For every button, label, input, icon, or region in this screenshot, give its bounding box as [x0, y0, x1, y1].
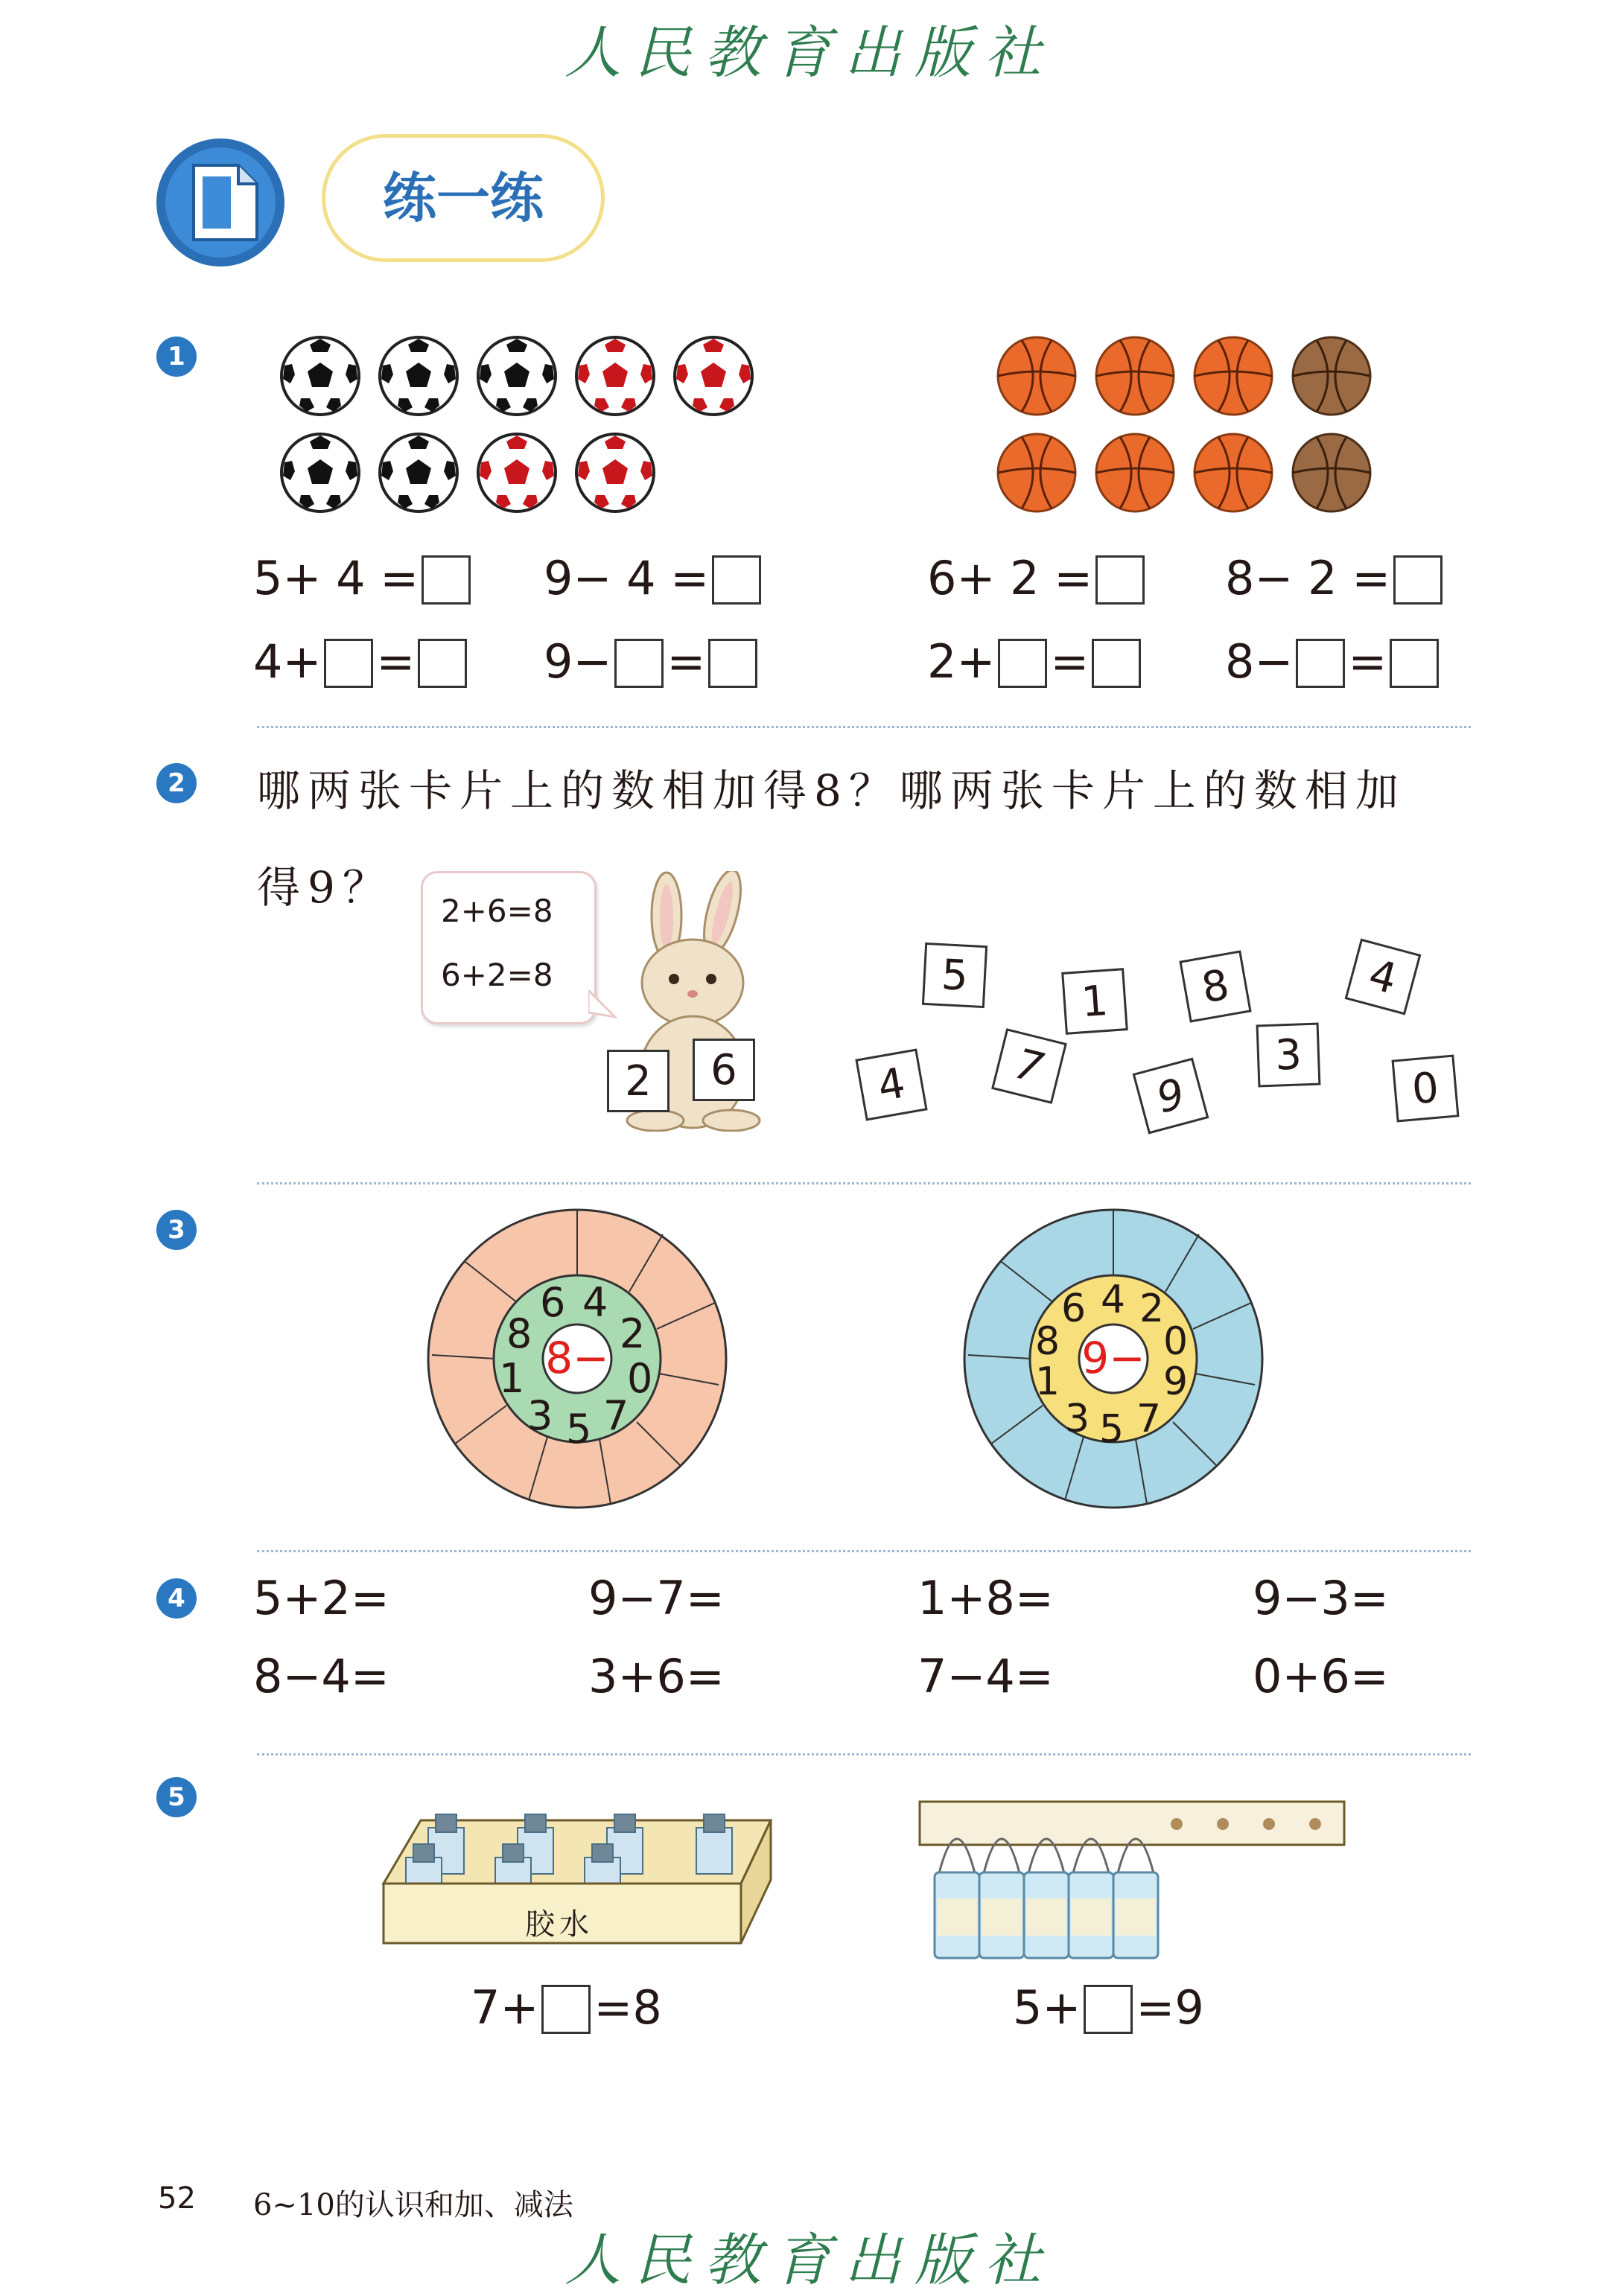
- publisher-header: 人民教育出版社: [564, 19, 1055, 86]
- answer-box[interactable]: [541, 1985, 591, 2034]
- divider: [257, 1753, 1471, 1756]
- document-icon: [156, 135, 290, 270]
- number-card[interactable]: 5: [922, 943, 987, 1008]
- subtraction-wheel-8: [424, 1206, 730, 1511]
- question-2-number: 2: [156, 763, 197, 803]
- wheel-number: 1: [1035, 1359, 1060, 1404]
- wheel-number: 6: [1061, 1286, 1087, 1331]
- q1-equation-6: 8− 2 =: [1225, 551, 1445, 605]
- q4-equation: 3+6=: [588, 1649, 725, 1703]
- bubble-line-2: 6+2=8: [441, 957, 553, 993]
- page-number: 52: [158, 2181, 196, 2216]
- question-3-number: 3: [156, 1210, 197, 1250]
- soccer-balls-illustration: [276, 331, 767, 517]
- answer-box[interactable]: [1092, 639, 1141, 688]
- subtraction-wheel-9: [961, 1206, 1266, 1511]
- wheel-number: 4: [1101, 1278, 1126, 1322]
- wheel-number: 5: [1099, 1407, 1125, 1452]
- speech-bubble: [421, 871, 597, 1024]
- q1-equation-5: 6+ 2 =: [927, 551, 1148, 605]
- q1-equation-8: 8− =: [1225, 634, 1442, 689]
- q5-equation-1: 7+ =8: [471, 1980, 662, 2035]
- wheel-number: 3: [527, 1392, 553, 1439]
- publisher-footer: 人民教育出版社: [564, 2227, 1055, 2293]
- section-title-pill: [322, 134, 605, 262]
- q1-equation-4: 9− =: [544, 634, 760, 689]
- wheel-number: 1: [499, 1355, 525, 1402]
- divider: [257, 1550, 1471, 1552]
- question-5-number: 5: [156, 1777, 197, 1817]
- answer-box[interactable]: [614, 639, 664, 688]
- wheel-number: 0: [627, 1355, 653, 1402]
- section-title: 练一练: [382, 166, 544, 229]
- q2-text-line2: 得9？: [257, 862, 393, 913]
- wheel-number: 8: [1035, 1319, 1060, 1364]
- wheel-number: 4: [582, 1279, 608, 1326]
- answer-box[interactable]: [422, 555, 471, 605]
- q5-equation-2: 5+ =9: [1013, 1980, 1204, 2035]
- divider: [257, 726, 1471, 728]
- wheel-number: 7: [603, 1392, 629, 1439]
- q4-equation: 9−7=: [588, 1571, 725, 1625]
- divider: [257, 1182, 1471, 1184]
- answer-box[interactable]: [324, 639, 373, 688]
- q1-equation-3: 4+ =: [253, 634, 470, 689]
- glue-box-illustration: [376, 1798, 778, 1947]
- answer-box[interactable]: [1296, 639, 1345, 688]
- answer-box[interactable]: [1390, 639, 1439, 688]
- q2-text-line1: 哪两张卡片上的数相加得8？哪两张卡片上的数相加: [257, 765, 1406, 816]
- cup-rack-illustration: [916, 1794, 1348, 1965]
- answer-box[interactable]: [418, 639, 467, 688]
- number-card[interactable]: 3: [1256, 1023, 1321, 1088]
- q1-equation-2: 9− 4 =: [544, 551, 764, 605]
- wheel-number: 5: [566, 1406, 592, 1452]
- number-card[interactable]: 4: [855, 1048, 927, 1120]
- answer-box[interactable]: [1393, 555, 1443, 605]
- wheel-number: 2: [1139, 1286, 1165, 1331]
- wheel-number: 0: [1163, 1319, 1189, 1364]
- wheel-number: 3: [1065, 1397, 1090, 1441]
- answer-box[interactable]: [998, 639, 1047, 688]
- rabbit-card-6: 6: [693, 1039, 755, 1101]
- q4-equation: 8−4=: [253, 1649, 389, 1703]
- answer-box[interactable]: [712, 555, 761, 605]
- q4-equation: 7−4=: [917, 1649, 1054, 1703]
- q1-equation-1: 5+ 4 =: [253, 551, 474, 605]
- number-card[interactable]: 7: [991, 1028, 1067, 1104]
- question-4-number: 4: [156, 1578, 197, 1619]
- question-1-number: 1: [156, 337, 197, 377]
- number-card[interactable]: 0: [1391, 1054, 1459, 1122]
- rabbit-card-2: 2: [607, 1050, 669, 1112]
- wheel-number: 7: [1136, 1397, 1162, 1441]
- answer-box[interactable]: [708, 639, 757, 688]
- number-card[interactable]: 8: [1179, 950, 1251, 1022]
- chapter-title: 6~10的认识和加、减法: [253, 2188, 573, 2222]
- answer-box[interactable]: [1095, 555, 1145, 605]
- wheel-number: 2: [620, 1310, 646, 1357]
- q4-equation: 5+2=: [253, 1571, 389, 1625]
- q4-equation: 9−3=: [1253, 1571, 1389, 1625]
- wheel-number: 8: [506, 1310, 532, 1357]
- bubble-line-1: 2+6=8: [441, 893, 553, 929]
- basketballs-illustration: [990, 331, 1393, 517]
- answer-box[interactable]: [1084, 1985, 1133, 2034]
- wheel-number: 9: [1163, 1359, 1189, 1404]
- number-card[interactable]: 4: [1345, 939, 1422, 1015]
- number-card[interactable]: 9: [1133, 1058, 1209, 1135]
- wheel-number: 6: [540, 1279, 566, 1326]
- q4-equation: 0+6=: [1253, 1649, 1389, 1703]
- number-card[interactable]: 1: [1061, 968, 1128, 1035]
- q4-equation: 1+8=: [917, 1571, 1054, 1625]
- glue-box-label: 胶水: [525, 1907, 594, 1942]
- q1-equation-7: 2+ =: [927, 634, 1144, 689]
- wheel-center: 9−: [1081, 1333, 1145, 1383]
- wheel-center: 8−: [545, 1333, 609, 1383]
